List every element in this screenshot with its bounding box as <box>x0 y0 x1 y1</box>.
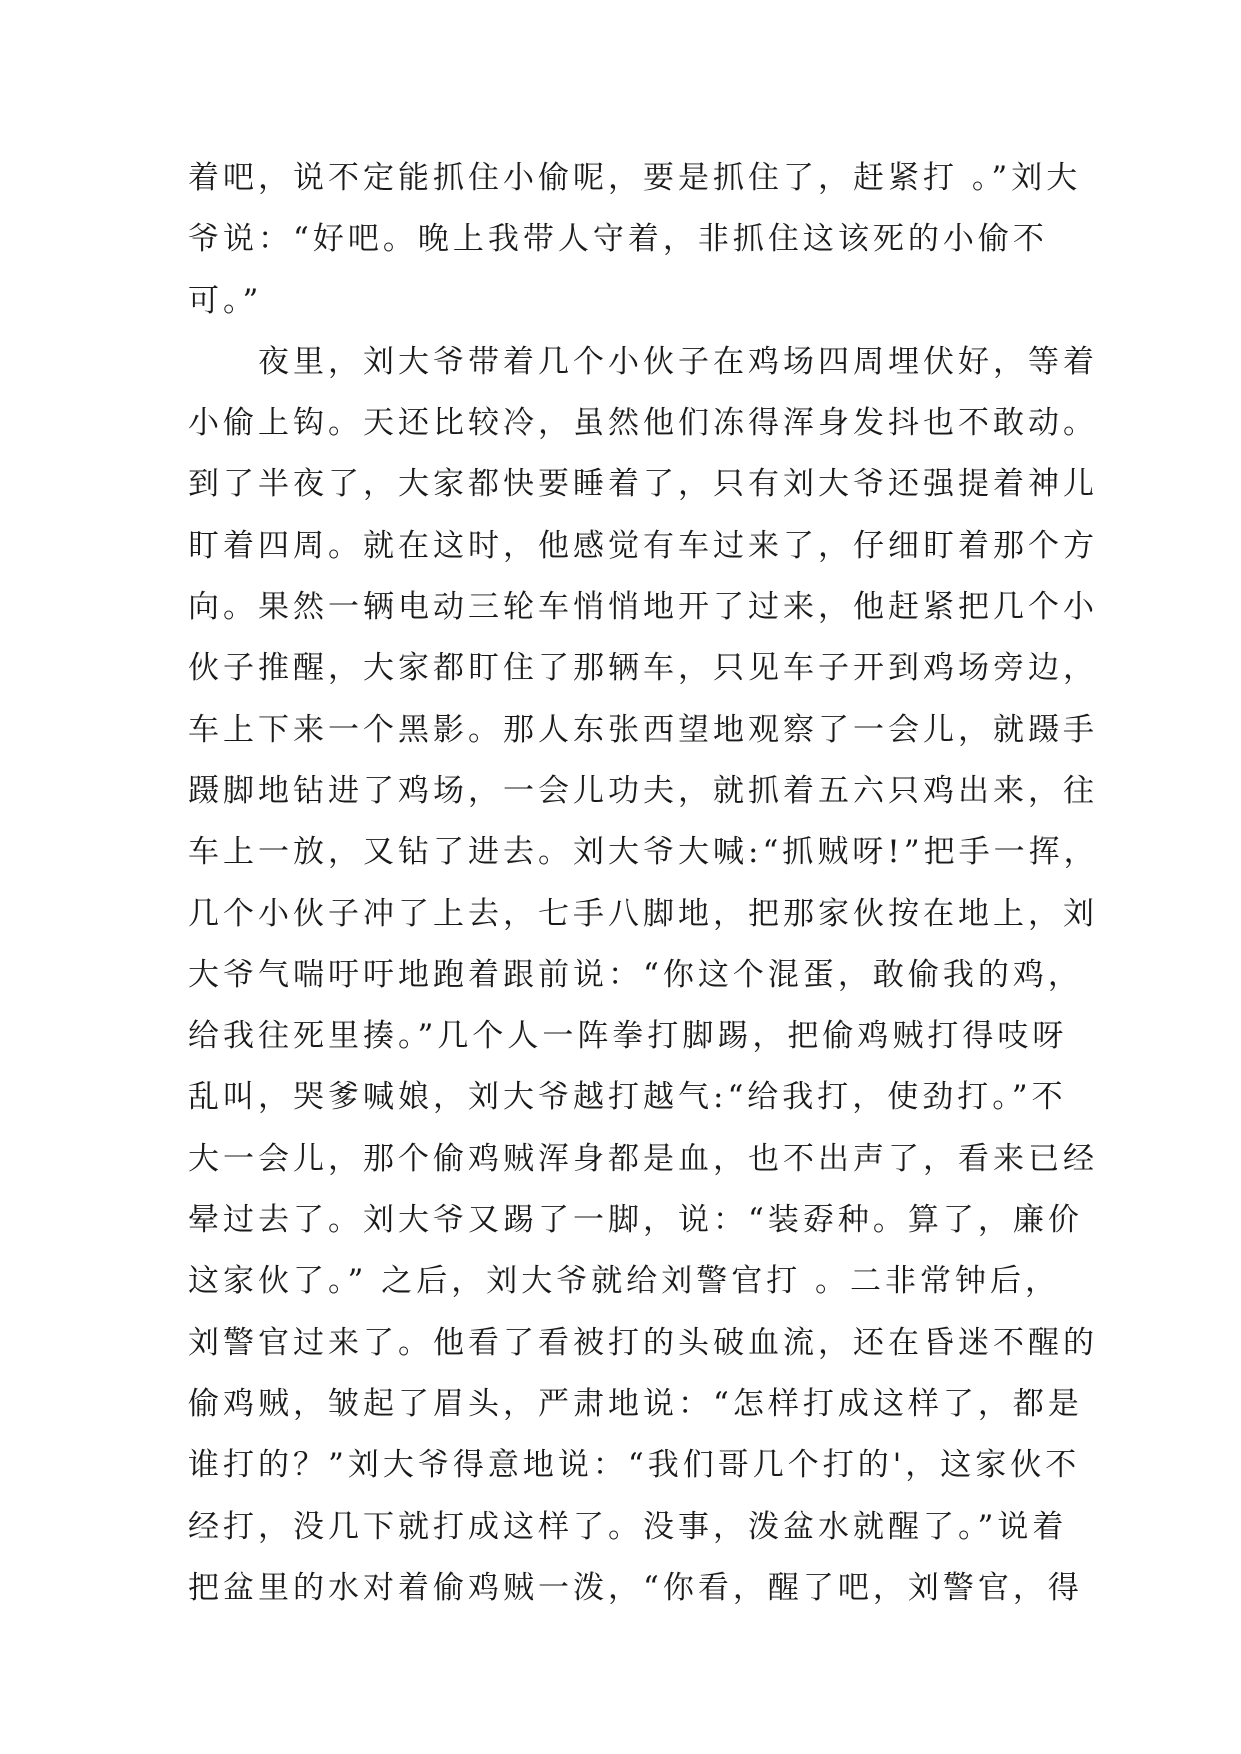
text-line: 盯着四周。就在这时，他感觉有车过来了，仔细盯着那个方 <box>188 527 1098 564</box>
text-line: 可。” <box>188 282 263 319</box>
text-line: 这家伙了。” 之后，刘大爷就给刘警官打 。二非常钟后， <box>188 1263 1061 1300</box>
text-line: 爷说：“好吧。晚上我带人守着，非抓住这该死的小偷不 <box>188 221 1048 258</box>
text-line: 晕过去了。刘大爷又踢了一脚，说：“装孬种。算了，廉价 <box>188 1202 1083 1239</box>
text-line: 乱叫，哭爹喊娘，刘大爷越打越气:“给我打，使劲打。”不 <box>188 1079 1067 1116</box>
text-line: 偷鸡贼，皱起了眉头，严肃地说：“怎样打成这样了，都是 <box>188 1385 1083 1422</box>
text-line: 向。果然一辆电动三轮车悄悄地开了过来，他赶紧把几个小 <box>188 589 1098 626</box>
text-line: 刘警官过来了。他看了看被打的头破血流，还在昏迷不醒的 <box>188 1324 1098 1361</box>
text-line: 谁打的？”刘大爷得意地说：“我们哥几个打的'，这家伙不 <box>188 1447 1081 1484</box>
text-line: 蹑脚地钻进了鸡场，一会儿功夫，就抓着五六只鸡出来，往 <box>188 772 1098 809</box>
text-line: 大一会儿，那个偷鸡贼浑身都是血，也不出声了，看来已经 <box>188 1140 1098 1177</box>
text-line: 经打，没几下就打成这样了。没事，泼盆水就醒了。”说着 <box>188 1508 1068 1545</box>
text-line: 几个小伙子冲了上去，七手八脚地，把那家伙按在地上，刘 <box>188 895 1098 932</box>
text-line: 把盆里的水对着偷鸡贼一泼，“你看，醒了吧，刘警官，得 <box>188 1569 1083 1606</box>
text-line: 到了半夜了，大家都快要睡着了，只有刘大爷还强提着神儿 <box>188 466 1098 503</box>
text-line: 车上下来一个黑影。那人东张西望地观察了一会儿，就蹑手 <box>188 711 1098 748</box>
text-line: 大爷气喘吁吁地跑着跟前说：“你这个混蛋，敢偷我的鸡， <box>188 956 1083 993</box>
text-line: 车上一放，又钻了进去。刘大爷大喊:“抓贼呀!”把手一挥， <box>188 834 1099 871</box>
text-line: 伙子推醒，大家都盯住了那辆车，只见车子开到鸡场旁边， <box>188 650 1098 687</box>
text-line: 着吧，说不定能抓住小偷呢，要是抓住了，赶紧打 。”刘大 <box>188 160 1082 196</box>
body-text <box>188 148 1099 1619</box>
text-line: 小偷上钩。天还比较冷，虽然他们冻得浑身发抖也不敢动。 <box>188 405 1098 442</box>
paragraph-first-line: 夜里，刘大爷带着几个小伙子在鸡场四周埋伏好，等着 <box>258 343 1098 380</box>
text-line: 给我往死里揍。”几个人一阵拳打脚踢，把偷鸡贼打得吱呀 <box>188 1018 1068 1055</box>
